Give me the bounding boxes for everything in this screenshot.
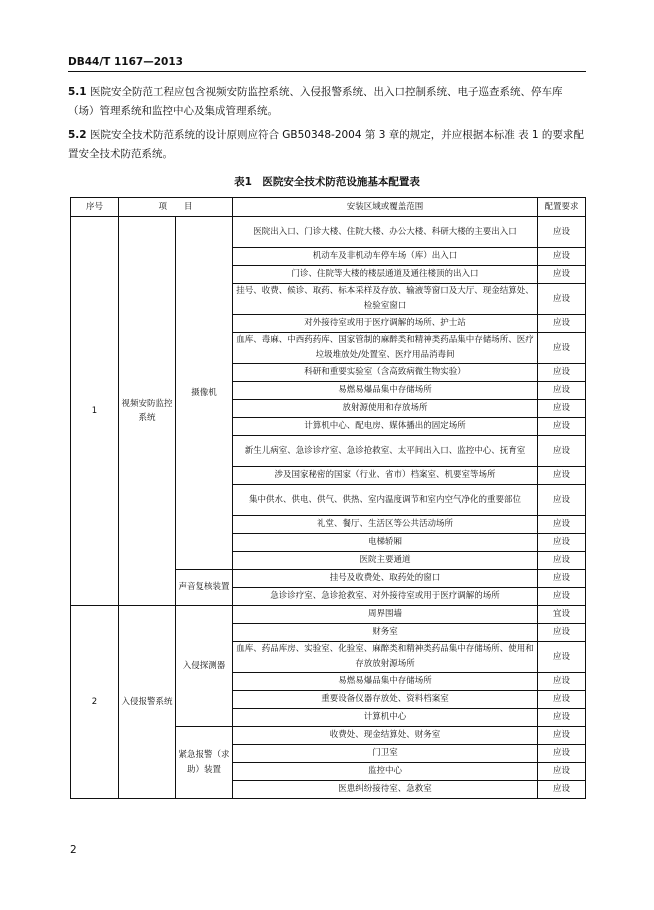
requirement-cell: 应设 bbox=[538, 691, 586, 709]
requirement-cell: 应设 bbox=[538, 781, 586, 799]
header-item: 项 目 bbox=[119, 198, 233, 217]
requirement-cell: 应设 bbox=[538, 418, 586, 436]
table-row bbox=[71, 606, 586, 624]
area-cell: 医院出入口、门诊大楼、住院大楼、办公大楼、科研大楼的主要出入口 bbox=[233, 217, 538, 248]
paragraph-5-2 bbox=[68, 126, 588, 164]
requirement-cell: 应设 bbox=[538, 552, 586, 570]
requirement-cell: 应设 bbox=[538, 400, 586, 418]
area-cell: 门卫室 bbox=[233, 745, 538, 763]
requirement-cell: 应设 bbox=[538, 382, 586, 400]
standard-code-header: DB44/T 1167—2013 bbox=[68, 56, 183, 68]
requirement-cell: 应设 bbox=[538, 642, 586, 673]
header-seq: 序号 bbox=[71, 198, 119, 217]
requirement-cell: 应设 bbox=[538, 534, 586, 552]
seq-cell: 2 bbox=[71, 606, 119, 799]
area-cell: 计算机中心、配电房、媒体播出的固定场所 bbox=[233, 418, 538, 436]
area-cell: 门诊、住院等大楼的楼层通道及通往楼顶的出入口 bbox=[233, 266, 538, 284]
configuration-table bbox=[70, 197, 586, 799]
requirement-cell: 应设 bbox=[538, 763, 586, 781]
device-cell: 声音复核装置 bbox=[176, 570, 233, 606]
requirement-cell: 应设 bbox=[538, 284, 586, 315]
area-cell: 礼堂、餐厅、生活区等公共活动场所 bbox=[233, 516, 538, 534]
table-caption: 表1 医院安全技术防范设施基本配置表 bbox=[234, 176, 420, 188]
requirement-cell: 应设 bbox=[538, 727, 586, 745]
area-cell: 血库、药品库房、实验室、化验室、麻醉类和精神类药品集中存储场所、使用和存放放射源场所 bbox=[233, 642, 538, 673]
header-area: 安装区域或覆盖范围 bbox=[233, 198, 538, 217]
area-cell: 放射源使用和存放场所 bbox=[233, 400, 538, 418]
area-cell: 周界围墙 bbox=[233, 606, 538, 624]
requirement-cell: 应设 bbox=[538, 333, 586, 364]
requirement-cell: 宜设 bbox=[538, 606, 586, 624]
area-cell: 挂号、收费、候诊、取药、标本采样及存放、输液等窗口及大厅、现金结算处、检验室窗口 bbox=[233, 284, 538, 315]
requirement-cell: 应设 bbox=[538, 673, 586, 691]
area-cell: 集中供水、供电、供气、供热、室内温度调节和室内空气净化的重要部位 bbox=[233, 485, 538, 516]
area-cell: 科研和重要实验室（含高致病微生物实验） bbox=[233, 364, 538, 382]
requirement-cell: 应设 bbox=[538, 248, 586, 266]
requirement-cell: 应设 bbox=[538, 745, 586, 763]
requirement-cell: 应设 bbox=[538, 588, 586, 606]
area-cell: 易燃易爆品集中存储场所 bbox=[233, 382, 538, 400]
requirement-cell: 应设 bbox=[538, 485, 586, 516]
header-requirement: 配置要求 bbox=[538, 198, 586, 217]
requirement-cell: 应设 bbox=[538, 570, 586, 588]
area-cell: 计算机中心 bbox=[233, 709, 538, 727]
requirement-cell: 应设 bbox=[538, 709, 586, 727]
table-row bbox=[71, 217, 586, 248]
requirement-cell: 应设 bbox=[538, 516, 586, 534]
area-cell: 急诊诊疗室、急诊抢救室、对外接待室或用于医疗调解的场所 bbox=[233, 588, 538, 606]
area-cell: 机动车及非机动车停车场（库）出入口 bbox=[233, 248, 538, 266]
header-rule bbox=[68, 71, 586, 72]
area-cell: 财务室 bbox=[233, 624, 538, 642]
requirement-cell: 应设 bbox=[538, 266, 586, 284]
paragraph-text: 医院安全防范工程应包含视频安防监控系统、入侵报警系统、出入口控制系统、电子巡查系统、停车库（场）管理系统和监控中心及集成管理系统。 bbox=[68, 86, 563, 117]
requirement-cell: 应设 bbox=[538, 217, 586, 248]
page-number: 2 bbox=[70, 844, 77, 856]
area-cell: 新生儿病室、急诊诊疗室、急诊抢救室、太平间出入口、监控中心、抚育室 bbox=[233, 436, 538, 467]
table-body bbox=[71, 217, 586, 799]
paragraph-number: 5.1 bbox=[68, 86, 87, 98]
requirement-cell: 应设 bbox=[538, 364, 586, 382]
area-cell: 血库、毒麻、中西药药库、国家管制的麻醉类和精神类药品集中存储场所、医疗垃圾堆放处/处置室、医疗用品消毒间 bbox=[233, 333, 538, 364]
area-cell: 易燃易爆品集中存储场所 bbox=[233, 673, 538, 691]
area-cell: 医院主要通道 bbox=[233, 552, 538, 570]
device-cell: 摄像机 bbox=[176, 217, 233, 570]
device-cell: 入侵探测器 bbox=[176, 606, 233, 727]
requirement-cell: 应设 bbox=[538, 315, 586, 333]
system-cell: 入侵报警系统 bbox=[119, 606, 176, 799]
requirement-cell: 应设 bbox=[538, 624, 586, 642]
area-cell: 涉及国家秘密的国家（行业、省市）档案室、机要室等场所 bbox=[233, 467, 538, 485]
requirement-cell: 应设 bbox=[538, 467, 586, 485]
area-cell: 对外接待室或用于医疗调解的场所、护士站 bbox=[233, 315, 538, 333]
paragraph-number: 5.2 bbox=[68, 129, 87, 141]
area-cell: 电梯轿厢 bbox=[233, 534, 538, 552]
area-cell: 挂号及收费处、取药处的窗口 bbox=[233, 570, 538, 588]
area-cell: 监控中心 bbox=[233, 763, 538, 781]
table-header-row bbox=[71, 198, 586, 217]
device-cell: 紧急报警（求助）装置 bbox=[176, 727, 233, 799]
area-cell: 重要设备仪器存放处、资料档案室 bbox=[233, 691, 538, 709]
system-cell: 视频安防监控系统 bbox=[119, 217, 176, 606]
requirement-cell: 应设 bbox=[538, 436, 586, 467]
seq-cell: 1 bbox=[71, 217, 119, 606]
area-cell: 收费处、现金结算处、财务室 bbox=[233, 727, 538, 745]
area-cell: 医患纠纷接待室、急救室 bbox=[233, 781, 538, 799]
paragraph-5-1 bbox=[68, 83, 588, 121]
paragraph-text: 医院安全技术防范系统的设计原则应符合 GB50348-2004 第 3 章的规定，并应根据本标准 表 1 的要求配置安全技术防范系统。 bbox=[68, 129, 584, 160]
